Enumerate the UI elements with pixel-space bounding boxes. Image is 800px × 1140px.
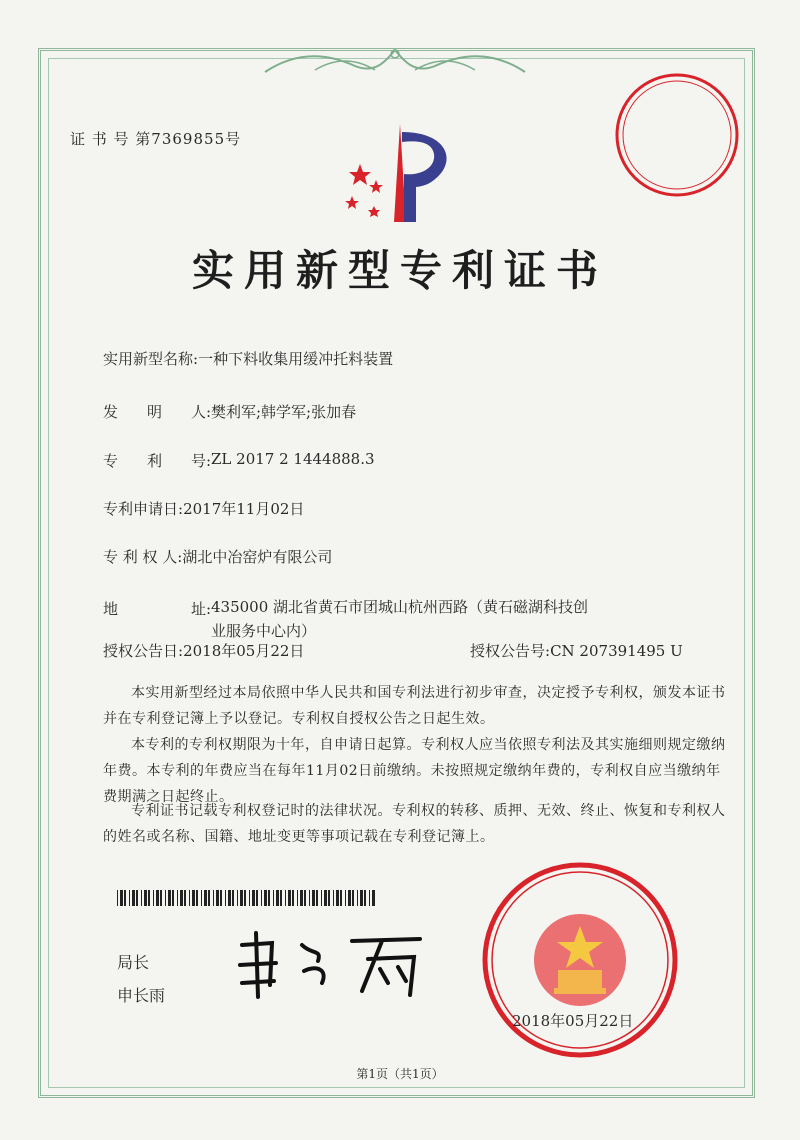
inventor-value: 樊利军;韩学军;张加春 (211, 403, 357, 421)
paragraph-legal-status: 专利证书记载专利权登记时的法律状况。专利权的转移、质押、无效、终止、恢复和专利权人的姓名或名称、国籍、地址变更等事项记载在专利登记簿上。 (103, 803, 726, 845)
certificate-number: 证 书 号 第7369855号 (70, 130, 242, 148)
patent-number-value: ZL 2017 2 1444888.3 (211, 450, 375, 468)
patentee-value: 湖北中冶窑炉有限公司 (182, 548, 333, 566)
grant-date-label: 授权公告日: (103, 642, 184, 660)
certificate-title: 实用新型专利证书 (191, 246, 608, 295)
grant-publication-number: 授权公告号:CN 207391495 U (470, 642, 683, 660)
patent-number-label: 专 利 号: (103, 452, 211, 470)
paragraph-term: 本专利的专利权期限为十年，自申请日起算。专利权人应当依照专利法及其实施细则规定缴纳年费。本专利的年费应当在每年11月02日前缴纳。未按照规定缴纳年费的，专利权自应当缴纳年费期满之日起终止。 (103, 737, 726, 805)
filing-date-row (103, 498, 304, 519)
filing-date-value: 2017年11月02日 (183, 500, 305, 518)
tax-stamp-seal-icon (612, 70, 742, 200)
address-value: 435000 湖北省黄石市团城山杭州西路（黄石磁湖科技创 业服务中心内） (211, 598, 589, 640)
address-label: 地 址: (103, 600, 211, 618)
patent-number-row (103, 450, 375, 471)
grant-date-value: 2018年05月22日 (183, 642, 305, 660)
inventor-row (103, 401, 356, 422)
inventor-label: 发 明 人: (103, 403, 211, 421)
address-row (103, 598, 211, 619)
page-number: 第1页（共1页） (356, 1067, 444, 1081)
issue-date: 2018年05月22日 (512, 1012, 634, 1030)
utility-model-name-label: 实用新型名称: (103, 350, 199, 368)
director-label: 局长 (117, 953, 150, 972)
barcode-icon (117, 890, 377, 906)
director-name: 申长雨 (117, 986, 166, 1005)
utility-model-name-value: 一种下料收集用缓冲托料装置 (198, 350, 394, 368)
filing-date-label: 专利申请日: (103, 500, 184, 518)
patentee-label: 专 利 权 人: (103, 548, 183, 566)
paragraph-examination: 本实用新型经过本局依照中华人民共和国专利法进行初步审查，决定授予专利权，颁发本证书并在专利登记簿上予以登记。专利权自授权公告之日起生效。 (103, 685, 726, 727)
utility-model-name-row (103, 348, 393, 369)
top-ornament-icon (255, 42, 535, 78)
grant-date-row (103, 640, 304, 661)
director-signature-icon (232, 925, 432, 1005)
patentee-row (103, 546, 332, 567)
patent-office-logo-icon (338, 122, 468, 232)
